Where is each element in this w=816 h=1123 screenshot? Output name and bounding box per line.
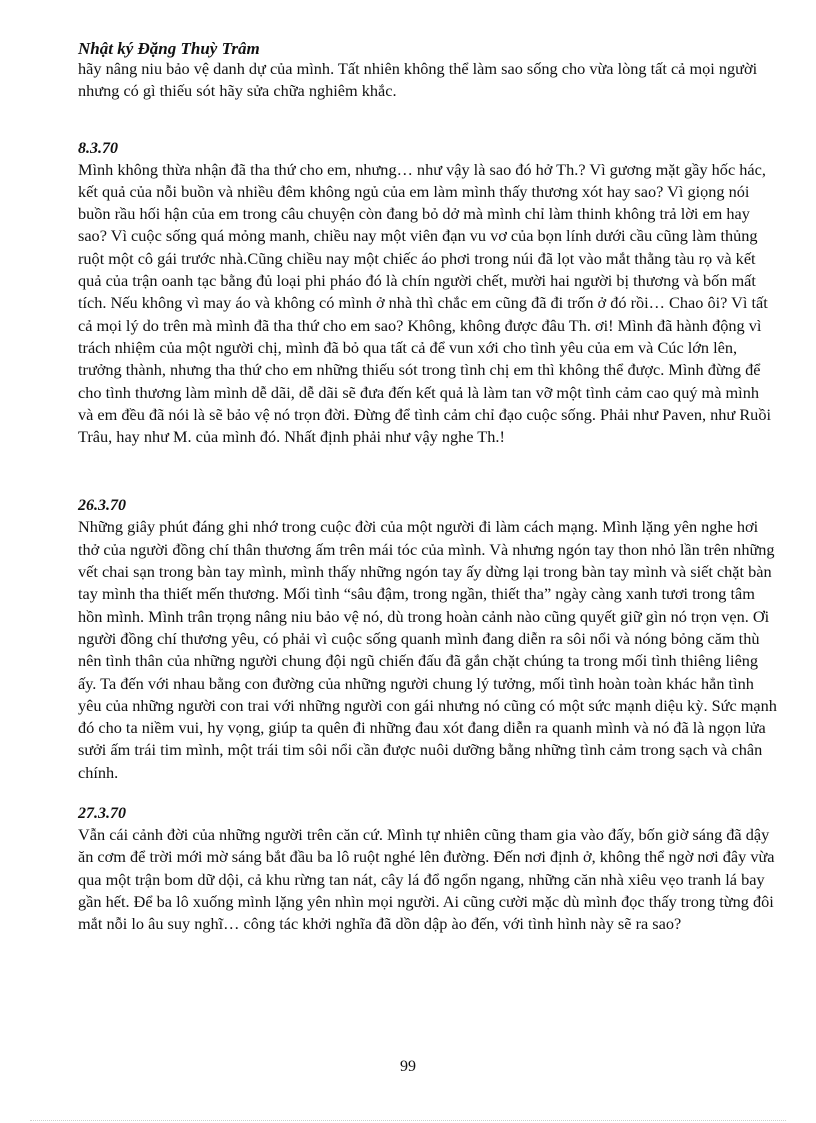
entry-27-3-70	[78, 804, 778, 935]
entry-text: Mình không thừa nhận đã tha thứ cho em, nhưng… như vậy là sao đó hở Th.? Vì gương mặt gầy hốc hác, kết quả của nỗi buồn và nhiều đêm không ngủ của em làm mình thấy thương xót hay sao? Vì giọng nói buồn rầu hối hận của em trong câu chuyện còn đang bỏ dở mà mình chỉ làm thinh không trả lời em hay sao? Vì cuộc sống quá mỏng manh, chiều nay một viên đạn vu vơ của bọn lính dưới cầu cũng làm thủng ruột một cô gái trước nhà.Cũng chiều nay một chiếc áo phơi trong núi đã lọt vào mắt thằng tàu rọ và kết quả của trận oanh tạc bằng đủ loại phi pháo đó là chín người chết, mười hai người bị thương và bốn mất tích. Nếu không vì may áo và không có mình ở nhà thì chắc em cũng đã đi trốn ở đó rồi… Chao ôi? Vì tất cả mọi lý do trên mà mình đã tha thứ cho em sao? Không, không được đâu Th. ơi! Mình đã hành động vì trách nhiệm của một người chị, mình đã bỏ qua tất cả để vun xới cho tình yêu của em và Cúc lớn lên, trưởng thành, nhưng tha thứ cho em những thiếu sót trong tình chị em thì không thể được. Mình đừng để cho tình thương làm mình dễ dãi, dễ dãi sẽ đưa đến kết quả là làm tan vỡ một tình cảm cao quý mà mình và em đều đã nói là sẽ bảo vệ nó trọn đời. Đừng để tình cảm chỉ đạo cuộc sống. Phải như Paven, như Ruồi Trâu, hay như M. của mình đó. Nhất định phải như vậy nghe Th.!	[78, 159, 771, 447]
entry-text: Vẫn cái cảnh đời của những người trên căn cứ. Mình tự nhiên cũng tham gia vào đấy, bốn giờ sáng đã dậy ăn cơm để trời mới mờ sáng bắt đầu ba lô ruột nghé lên đường. Đến nơi định ở, không thể ngờ nơi đây vừa qua một trận bom dữ dội, cả khu rừng tan nát, cây lá đổ ngổn ngang, những căn nhà xiêu vẹo tranh lá bay gần hết. Để ba lô xuống mình lặng yên nhìn mọi người. Ai cũng cười mặc dù mình đọc thấy trong từng đôi mắt nỗi lo âu suy nghĩ… công tác khởi nghĩa đã dồn dập ào đến, với tình hình này sẽ ra sao?	[78, 825, 775, 934]
page-number: 99	[400, 1058, 416, 1075]
page-bottom-rule	[30, 1120, 786, 1121]
page-content	[78, 40, 778, 936]
entry-text: Những giây phút đáng ghi nhớ trong cuộc đời của một người đi làm cách mạng. Mình lặng yên nghe hơi thở của người đồng chí thân thương ấm trên mái tóc của mình. Và nhưng ngón tay thon nhỏ lần trên những vết chai sạn trong bàn tay mình, mình thấy những ngón tay ấy dừng lại trong bàn tay mình và siết chặt bàn tay mình tha thiết mến thương. Mối tình “sâu đậm, trong ngần, thiết tha” ngày càng xanh tươi trong tâm hồn mình. Mình trân trọng nâng niu bảo vệ nó, dù trong hoàn cảnh nào cũng quyết giữ gìn nó trọn vẹn. Ơi người đồng chí thương yêu, có phải vì cuộc sống quanh mình đang diễn ra sôi nổi và nóng bỏng căm thù nên tình thân của những người chung đội ngũ chiến đấu đã gắn chặt chúng ta trong mối tình thiêng liêng ấy. Ta đến với nhau bằng con đường của những người chung lý tưởng, mối tình hoàn toàn khác hẳn tình yêu của những người con trai với những người con gái nhưng nó cũng có một sức mạnh diệu kỳ. Sức mạnh đó cho ta niềm vui, hy vọng, giúp ta quên đi những đau xót đang diễn ra quanh mình và nó đã là ngọn lửa sưởi ấm trái tim mình, một trái tim sôi nổi cần được nuôi dưỡng bằng những tình cảm trong sạch và chân chính.	[78, 517, 777, 782]
entry-date: 26.3.70	[78, 497, 126, 515]
intro-paragraph: hãy nâng niu bảo vệ danh dự của mình. Tất nhiên không thể làm sao sống cho vừa lòng tất cả mọi người nhưng có gì thiếu sót hãy sửa chữa nghiêm khắc.	[78, 59, 758, 101]
entry-date: 27.3.70	[78, 805, 126, 823]
running-header: Nhật ký Đặng Thuỳ Trâm	[78, 39, 260, 58]
entry-date: 8.3.70	[78, 139, 118, 157]
entry-8-3-70	[78, 139, 778, 449]
entry-26-3-70	[78, 496, 778, 784]
